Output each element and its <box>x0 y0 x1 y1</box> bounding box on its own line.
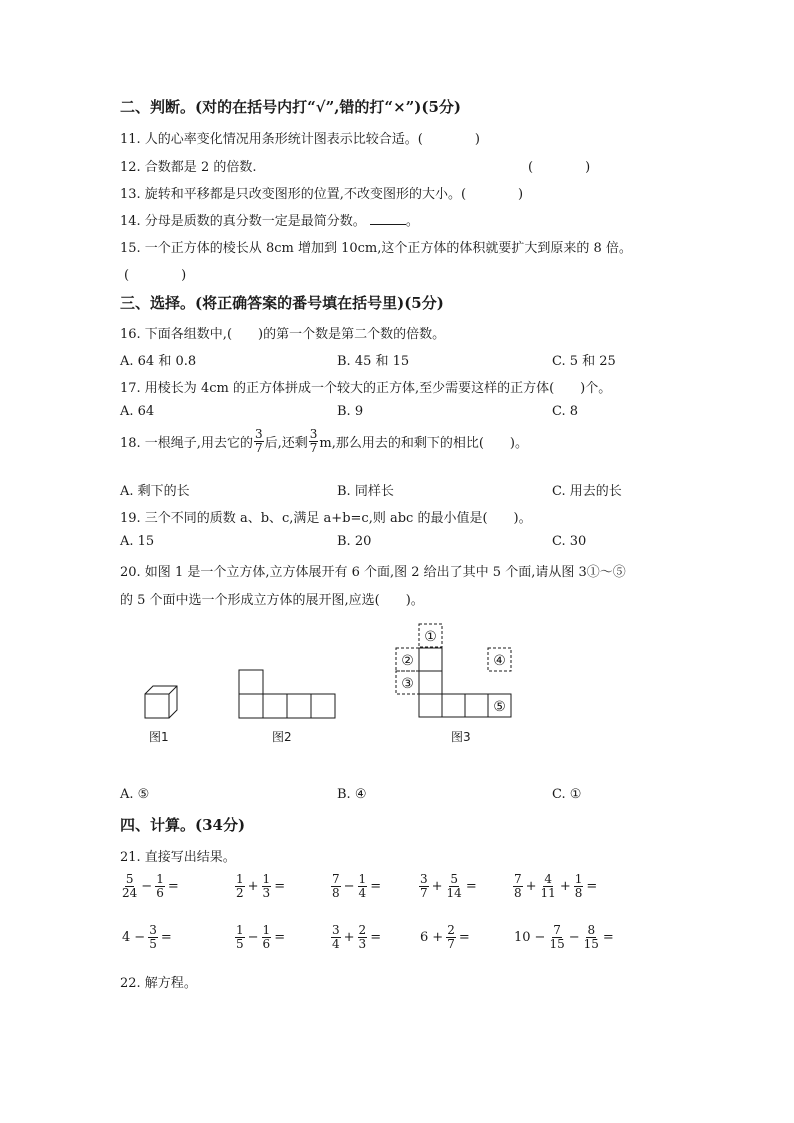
answer-blank <box>370 212 406 225</box>
figure-1-cube <box>145 686 177 718</box>
calc-expression <box>120 924 174 950</box>
q18-frac1-num: 3 <box>254 427 263 441</box>
fraction-numerator: 1 <box>156 872 164 886</box>
q18-text-b: 后,还剩 <box>264 435 308 451</box>
expression-token: = <box>602 929 614 945</box>
question-21: 21. 直接写出结果。 <box>120 850 236 865</box>
q20-option-c: C. ① <box>552 787 582 802</box>
question-16: 16. 下面各组数中,( )的第一个数是第二个数的倍数。 <box>120 327 446 342</box>
question-20-line1: 20. 如图 1 是一个立方体,立方体展开有 6 个面,图 2 给出了其中 5 个面,请从图 3①～⑤ <box>120 565 626 580</box>
calc-expression <box>418 873 479 899</box>
expression-token: + <box>431 878 443 894</box>
fraction <box>513 873 523 899</box>
fraction-denominator: 3 <box>358 936 367 951</box>
expression-token: = <box>458 929 470 945</box>
section3-heading: 三、选择。(将正确答案的番号填在括号里)(5分) <box>120 294 444 312</box>
expression-token: − <box>134 929 146 945</box>
q18-text-a: 18. 一根绳子,用去它的 <box>120 435 253 451</box>
fraction-denominator: 7 <box>420 885 428 900</box>
q18-frac2-num: 3 <box>309 427 318 441</box>
q18-fraction-1 <box>254 428 264 454</box>
question-14 <box>120 210 419 229</box>
q20-option-a: A. ⑤ <box>120 787 150 802</box>
fraction <box>235 873 245 899</box>
question-12-paren: ( ) <box>528 160 591 175</box>
q17-option-a: A. 64 <box>120 404 155 419</box>
fraction-numerator: 7 <box>514 872 522 886</box>
fraction-denominator: 5 <box>149 936 157 951</box>
marker-5: ⑤ <box>493 699 506 715</box>
fraction-numerator: 8 <box>587 923 596 937</box>
expression-token: + <box>247 878 259 894</box>
fraction-denominator: 8 <box>332 885 340 900</box>
calc-expression <box>330 924 383 950</box>
calc-expression <box>120 873 181 899</box>
figure-2-net <box>239 670 335 718</box>
marker-2: ② <box>401 653 414 669</box>
figure-3-label: 图3 <box>451 730 471 744</box>
fraction <box>574 873 584 899</box>
fraction <box>148 924 158 950</box>
question-19: 19. 三个不同的质数 a、b、c,满足 a+b=c,则 abc 的最小值是( )。 <box>120 511 532 526</box>
figure-2-label: 图2 <box>272 730 292 744</box>
fraction-numerator: 3 <box>149 923 157 937</box>
fraction-numerator: 3 <box>332 923 340 937</box>
fraction-denominator: 8 <box>574 885 583 900</box>
q18-fraction-2 <box>309 428 319 454</box>
fraction-denominator: 6 <box>262 936 271 951</box>
fraction <box>155 873 165 899</box>
q18-frac2-den: 7 <box>309 440 318 455</box>
q18-option-a: A. 剩下的长 <box>120 484 190 499</box>
fraction-numerator: 3 <box>420 872 428 886</box>
question-22-end: 。 <box>183 976 197 991</box>
question-11: 11. 人的心率变化情况用条形统计图表示比较合适。( ) <box>120 132 480 147</box>
fraction <box>331 924 341 950</box>
expression-token: − <box>343 878 355 894</box>
q17-option-b: B. 9 <box>337 404 364 419</box>
calc-expression <box>418 924 472 950</box>
fraction <box>235 924 245 950</box>
expression-token: + <box>525 878 537 894</box>
expression-token: = <box>274 878 286 894</box>
fraction-denominator: 4 <box>332 936 340 951</box>
fraction <box>262 924 272 950</box>
fraction-denominator: 8 <box>514 885 522 900</box>
q18-option-c: C. 用去的长 <box>552 484 622 499</box>
fraction <box>121 873 138 899</box>
expression-token: = <box>160 929 172 945</box>
q19-option-b: B. 20 <box>337 534 372 549</box>
fraction-numerator: 4 <box>544 872 552 886</box>
question-13: 13. 旋转和平移都是只改变图形的位置,不改变图形的大小。( ) <box>120 187 524 202</box>
calc-expression <box>234 924 287 950</box>
q16-option-a: A. 64 和 0.8 <box>120 354 197 369</box>
fraction-denominator: 6 <box>156 885 164 900</box>
expression-token: = <box>274 929 286 945</box>
fraction-numerator: 2 <box>358 923 367 937</box>
expression-token: 4 <box>122 929 131 945</box>
expression-token: − <box>568 929 580 945</box>
q16-option-b: B. 45 和 15 <box>337 354 410 369</box>
fraction-numerator: 1 <box>358 872 367 886</box>
fraction-numerator: 1 <box>574 872 583 886</box>
question-12: 12. 合数都是 2 的倍数. <box>120 160 257 175</box>
expression-token: 6 <box>420 929 429 945</box>
calc-expression <box>234 873 287 899</box>
expression-token: = <box>586 878 598 894</box>
fraction-denominator: 11 <box>540 885 556 900</box>
question-14-text: 14. 分母是质数的真分数一定是最简分数。 <box>120 214 366 229</box>
expression-token: + <box>343 929 355 945</box>
question-18 <box>120 428 528 454</box>
fraction <box>548 924 565 950</box>
fraction <box>540 873 557 899</box>
section4-heading: 四、计算。(34分) <box>120 816 246 834</box>
calc-expression <box>512 924 616 950</box>
fraction <box>446 873 463 899</box>
figure-1-label: 图1 <box>149 730 169 744</box>
question-22 <box>120 972 197 991</box>
fraction-numerator: 2 <box>447 923 455 937</box>
fraction-numerator: 7 <box>553 923 561 937</box>
fraction <box>419 873 429 899</box>
fraction-denominator: 3 <box>262 885 271 900</box>
fraction-denominator: 15 <box>583 936 599 951</box>
marker-3: ③ <box>401 676 414 692</box>
expression-token: = <box>465 878 477 894</box>
marker-4: ④ <box>493 653 506 669</box>
expression-token: = <box>370 929 382 945</box>
question-20-line2: 的 5 个面中选一个形成立方体的展开图,应选( )。 <box>120 593 424 608</box>
fraction <box>358 924 368 950</box>
expression-token: + <box>559 878 571 894</box>
fraction-numerator: 5 <box>125 872 134 886</box>
q16-option-c: C. 5 和 25 <box>552 354 616 369</box>
fraction-numerator: 1 <box>236 872 244 886</box>
q20-option-b: B. ④ <box>337 787 367 802</box>
q18-option-b: B. 同样长 <box>337 484 394 499</box>
question-17: 17. 用棱长为 4cm 的正方体拼成一个较大的正方体,至少需要这样的正方体( )个。 <box>120 381 612 396</box>
expression-token: = <box>370 878 382 894</box>
fraction <box>358 873 368 899</box>
fraction-numerator: 5 <box>450 872 458 886</box>
calc-expression <box>330 873 383 899</box>
fraction-denominator: 24 <box>122 885 138 900</box>
fraction-denominator: 7 <box>447 936 455 951</box>
question-22-text: 22. 解方程 <box>120 976 184 991</box>
fraction-denominator: 14 <box>446 885 462 900</box>
fraction <box>262 873 272 899</box>
question-14-end: 。 <box>405 214 419 229</box>
marker-1: ① <box>424 629 437 645</box>
expression-token: = <box>167 878 179 894</box>
q17-option-c: C. 8 <box>552 404 579 419</box>
q19-option-a: A. 15 <box>120 534 155 549</box>
calc-expression <box>512 873 599 899</box>
expression-token: 10 <box>514 929 531 945</box>
cube-figures <box>138 620 538 750</box>
fraction <box>331 873 341 899</box>
fraction-denominator: 2 <box>236 885 244 900</box>
section2-heading: 二、判断。(对的在括号内打“√”,错的打“×”)(5分) <box>120 98 461 116</box>
question-15: 15. 一个正方体的棱长从 8cm 增加到 10cm,这个正方体的体积就要扩大到原来的 8 倍。 <box>120 241 632 256</box>
fraction-numerator: 1 <box>262 923 271 937</box>
fraction-numerator: 1 <box>236 923 244 937</box>
fraction <box>446 924 456 950</box>
fraction-numerator: 1 <box>262 872 271 886</box>
fraction-numerator: 7 <box>332 872 340 886</box>
fraction-denominator: 5 <box>236 936 244 951</box>
expression-token: + <box>432 929 444 945</box>
fraction-denominator: 15 <box>549 936 565 951</box>
q19-option-c: C. 30 <box>552 534 587 549</box>
q18-text-c: m,那么用去的和剩下的相比( )。 <box>319 435 528 451</box>
fraction-denominator: 4 <box>358 885 367 900</box>
question-15-paren: ( ) <box>124 268 187 283</box>
q18-frac1-den: 7 <box>254 440 263 455</box>
expression-token: − <box>247 929 259 945</box>
expression-token: − <box>141 878 153 894</box>
fraction <box>583 924 600 950</box>
expression-token: − <box>534 929 546 945</box>
